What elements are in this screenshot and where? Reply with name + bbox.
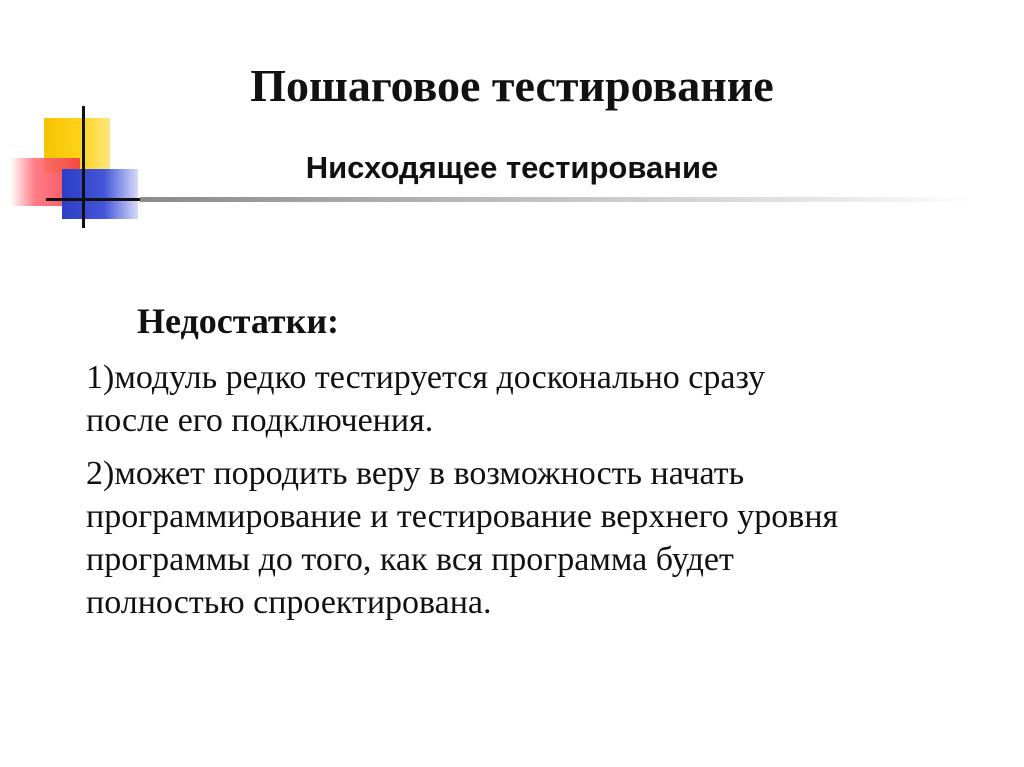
- list-item-line: полностью спроектирована.: [86, 584, 492, 621]
- slide-title: Пошаговое тестирование: [250, 60, 774, 111]
- section-heading: Недостатки:: [137, 301, 340, 341]
- list-item-line: 2)может породить веру в возможность начать: [86, 455, 745, 492]
- title-divider: [140, 197, 974, 202]
- list-item: [86, 356, 986, 442]
- list-item-line: программирование и тестирование верхнего уровня: [86, 498, 839, 535]
- list-item-line: программы до того, как вся программа будет: [86, 541, 734, 578]
- list-item-line: 1)модуль редко тестируется досконально сразу: [86, 359, 766, 396]
- slide-subtitle: Нисходящее тестирование: [305, 150, 719, 185]
- logo-horizontal-line: [46, 198, 148, 201]
- list-item: [86, 452, 986, 624]
- list-item-line: после его подключения.: [86, 402, 434, 439]
